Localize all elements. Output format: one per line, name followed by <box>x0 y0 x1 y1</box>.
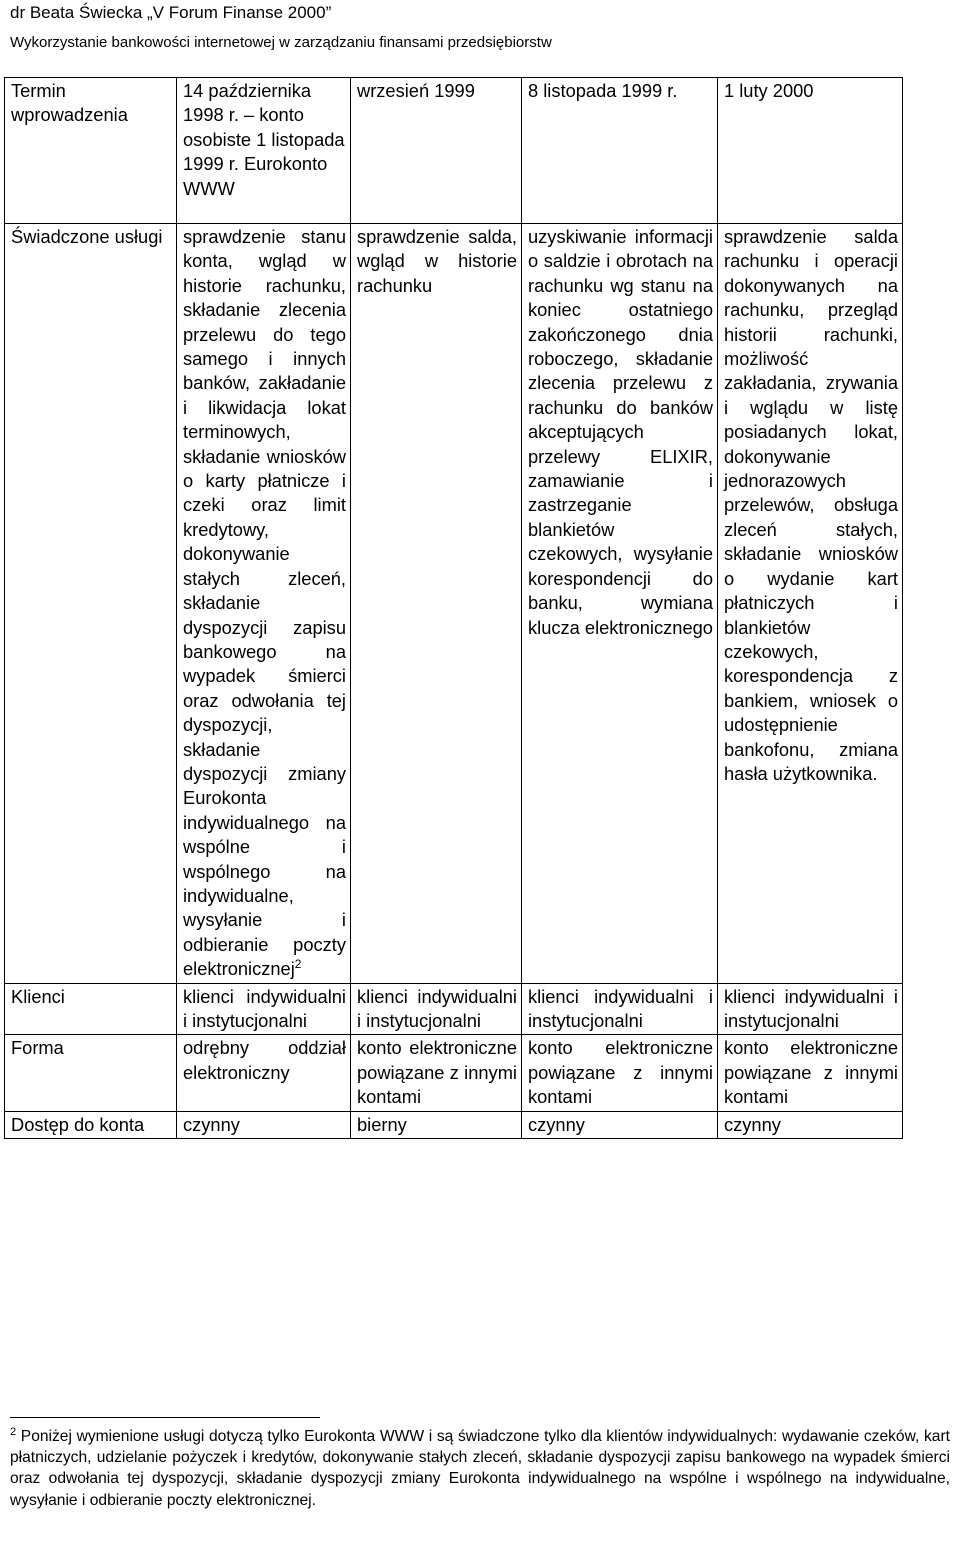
table-cell: 14 października 1998 r. – konto osobiste 1 listopada 1999 r. Eurokonto WWW <box>177 78 351 224</box>
footnote-number: 2 <box>10 1425 17 1438</box>
footnote-reference: 2 <box>294 957 302 972</box>
table-cell: czynny <box>522 1111 718 1138</box>
table-cell: bierny <box>351 1111 522 1138</box>
table-cell: czynny <box>177 1111 351 1138</box>
header-paper-title: Wykorzystanie bankowości internetowej w zarządzaniu finansami przedsiębiorstw <box>10 34 552 51</box>
comparison-table <box>4 77 903 1139</box>
table-cell: uzyskiwanie informacji o saldzie i obrotach na rachunku wg stanu na koniec ostatniego zakończonego dnia roboczego, składanie zlecenia przelewu z rachunku do banków akceptujących przelewy ELIXIR, zamawianie i zastrzeganie blankietów czekowych, wysyłanie korespondencji do banku, wymiana klucza elektronicznego <box>522 224 718 984</box>
table-cell: klienci indywidualni i instytucjonalni <box>177 983 351 1035</box>
table-row-forma <box>5 1035 903 1111</box>
table-cell: 1 luty 2000 <box>718 78 903 224</box>
header-author-event: dr Beata Świecka „V Forum Finanse 2000” <box>10 3 332 22</box>
table-cell <box>177 224 351 984</box>
table-cell: klienci indywidualni i instytucjonalni <box>351 983 522 1035</box>
table-cell: klienci indywidualni i instytucjonalni <box>522 983 718 1035</box>
table-cell: klienci indywidualni i instytucjonalni <box>718 983 903 1035</box>
table-cell: wrzesień 1999 <box>351 78 522 224</box>
table-row-dostep <box>5 1111 903 1138</box>
table-cell: 8 listopada 1999 r. <box>522 78 718 224</box>
footnote <box>10 1426 950 1511</box>
table-row-uslugi <box>5 224 903 984</box>
page-header <box>10 2 950 53</box>
footnote-text: Poniżej wymienione usługi dotyczą tylko Eurokonta WWW i są świadczone tylko dla klientów indywidualnych: wydawanie czeków, kart płatniczych, udzielanie pożyczek i kredytów, dokonywanie stałych zleceń, składanie dyspozycji zapisu bankowego na wypadek śmierci oraz odwołania tej dyspozycji, składanie dyspozycji zmiany Eurokonta indywidualnego na wspólne i wspólnego na indywidualne, wysyłanie i odbieranie poczty elektronicznej. <box>10 1428 950 1509</box>
row-label: Dostęp do konta <box>5 1111 177 1138</box>
table-cell: konto elektroniczne powiązane z innymi kontami <box>351 1035 522 1111</box>
table-cell: czynny <box>718 1111 903 1138</box>
row-label: Świadczone usługi <box>5 224 177 984</box>
table-row-klienci <box>5 983 903 1035</box>
services-text: sprawdzenie stanu konta, wgląd w historie rachunku, składanie zlecenia przelewu do tego samego i innych banków, zakładanie i likwidacja lokat terminowych, składanie wniosków o karty płatnicze i czeki oraz limit kredytowy, dokonywanie stałych zleceń, składanie dyspozycji zapisu bankowego na wypadek śmierci oraz odwołania tej dyspozycji, składanie dyspozycji zmiany Eurokonta indywidualnego na wspólne i wspólnego na indywidualne, wysyłanie i odbieranie poczty elektronicznej <box>183 226 346 980</box>
table-cell: konto elektroniczne powiązane z innymi kontami <box>522 1035 718 1111</box>
table-row-termin <box>5 78 903 224</box>
table-cell: odrębny oddział elektroniczny <box>177 1035 351 1111</box>
table-cell: sprawdzenie salda rachunku i operacji dokonywanych na rachunku, przegląd historii rachunki, możliwość zakładania, zrywania i wglądu w listę posiadanych lokat, dokonywanie jednorazowych przelewów, obsługa zleceń stałych, składanie wniosków o wydanie kart płatniczych i blankietów czekowych, korespondencja z bankiem, wniosek o udostępnienie bankofonu, zmiana hasła użytkownika. <box>718 224 903 984</box>
table-cell: sprawdzenie salda, wgląd w historie rachunku <box>351 224 522 984</box>
row-label: Forma <box>5 1035 177 1111</box>
row-label: Klienci <box>5 983 177 1035</box>
row-label: Termin wprowadzenia <box>5 78 177 224</box>
footnote-separator <box>10 1417 320 1418</box>
table-cell: konto elektroniczne powiązane z innymi kontami <box>718 1035 903 1111</box>
